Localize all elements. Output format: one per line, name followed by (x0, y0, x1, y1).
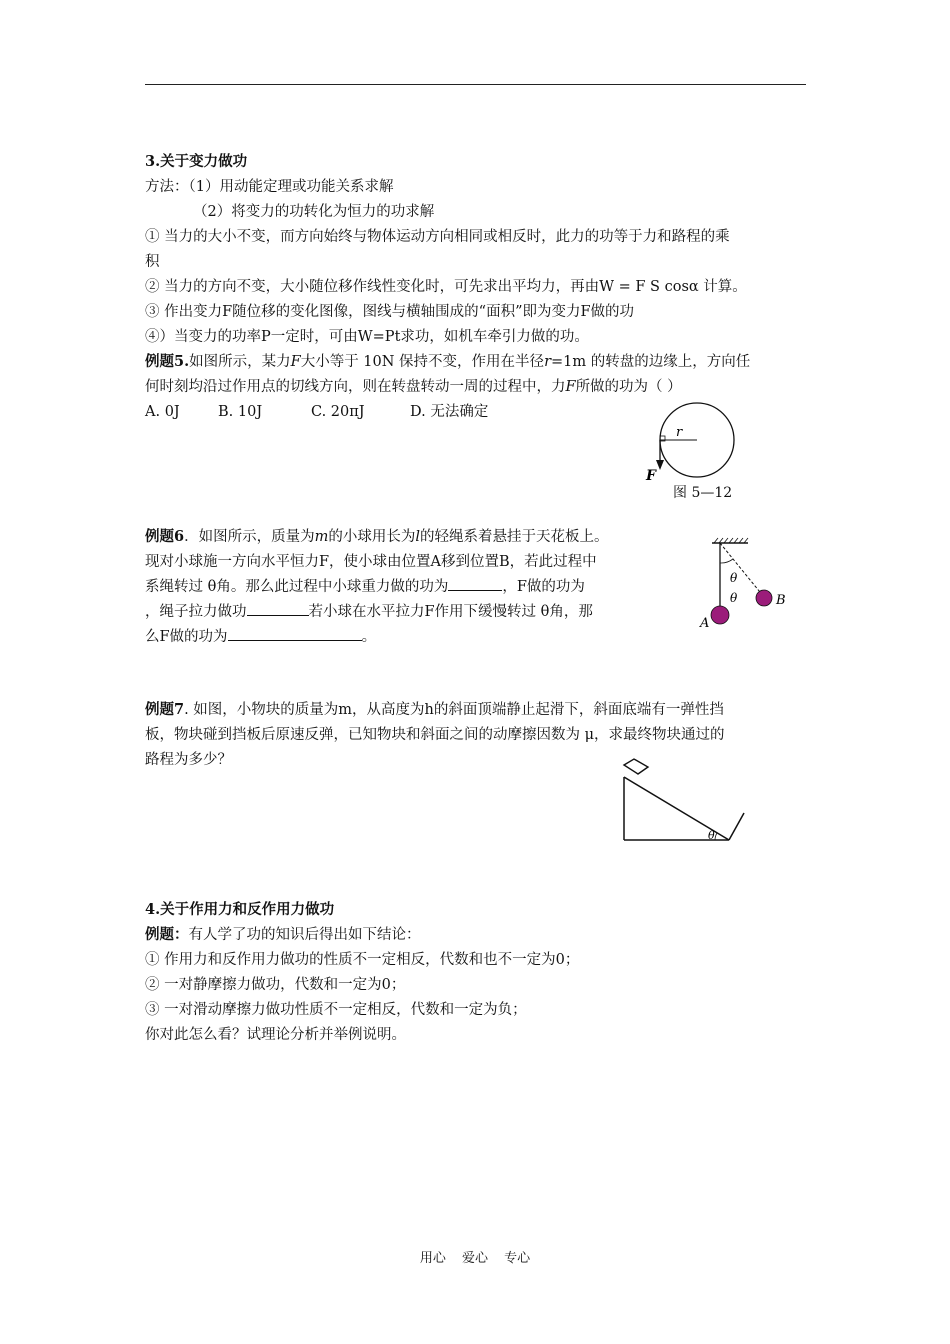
incline-figure (615, 755, 755, 847)
section3-title: 3.关于变力做功 (145, 153, 248, 170)
incline-angle-arc (715, 833, 717, 840)
point-3: ③ 作出变力F随位移的变化图像，图线与横轴围成的“面积”即为变力F做的功 (145, 304, 635, 320)
method-1: 方法：（1）用动能定理或功能关系求解 (145, 179, 394, 195)
point-1b: 积 (145, 254, 160, 270)
section4-title: 4.关于作用力和反作用力做功 (145, 901, 335, 918)
footer-item: 爱心 (461, 1251, 488, 1266)
ex6-label: 例题6 (145, 528, 185, 545)
sliding-block (624, 759, 648, 774)
ex7-label: 例题7 (145, 701, 185, 718)
pendulum-figure (690, 535, 800, 635)
label-b: B (776, 593, 786, 608)
ex6-line3: 系绳转过 θ角。那么此过程中小球重力做的功为 ，F做的功为 (145, 575, 585, 599)
ex6-line1: 例题6．如图所示，质量为m的小球用长为l的轻绳系着悬挂于天花板上。 (145, 528, 609, 545)
point-2: ② 当力的方向不变，大小随位移作线性变化时，可先求出平均力，再由W = F S cosα 计算。 (145, 279, 747, 295)
footer-item: 用心 (419, 1251, 446, 1266)
ex6-line4: ，绳子拉力做功 若小球在水平拉力F作用下缓慢转过 θ角，那 (145, 600, 593, 624)
ex5-option-a: A. 0J (145, 404, 180, 420)
ex7-line1: 例题7. 如图，小物块的质量为m，从高度为h的斜面顶端静止起滑下，斜面底端有一弹性挡 (145, 701, 724, 718)
conclusion-2: ② 一对静摩擦力做功，代数和一定为0； (145, 977, 406, 993)
conclusion-question: 你对此怎么看？试理论分析并举例说明。 (145, 1027, 406, 1043)
theta-lower: θ (730, 591, 738, 605)
ex5-line1: 例题5.如图所示，某力F大小等于 10N 保持不变，作用在半径r=1m 的转盘的边缘上，方向任 (145, 353, 751, 370)
label-a: A (700, 616, 710, 631)
theta-upper: θ (730, 571, 738, 585)
rope-deflected (720, 543, 764, 597)
force-label: F (646, 468, 656, 484)
ex6-line2: 现对小球施一方向水平恒力F，使小球由位置A移到位置B，若此过程中 (145, 554, 597, 570)
ex6-line5: 么F做的功为 。 (145, 625, 376, 649)
section4-example: 例题：有人学了功的知识后得出如下结论： (145, 926, 421, 943)
conclusion-1: ① 作用力和反作用力做功的性质不一定相反，代数和也不一定为0； (145, 952, 580, 968)
header-rule (145, 84, 806, 85)
footer-item: 专心 (504, 1251, 531, 1266)
incline-theta: θ (708, 829, 715, 842)
blank-gravity-work (448, 576, 502, 591)
blank-tension-work (247, 601, 309, 616)
blank-slow-work (228, 626, 362, 641)
ex5-line2: 何时刻均沿过作用点的切线方向，则在转盘转动一周的过程中，力F所做的功为（ ） (145, 379, 682, 395)
force-arrow-head (656, 460, 664, 470)
ex5-label: 例题5. (145, 353, 190, 370)
page-footer (0, 1247, 950, 1266)
ex5-option-d: D. 无法确定 (410, 404, 489, 420)
ball-a (711, 606, 729, 624)
elastic-baffle (729, 813, 744, 840)
ex7-line3: 路程为多少？ (145, 752, 232, 768)
radius-label: r (676, 425, 683, 440)
ex5-option-b: B. 10J (218, 404, 263, 420)
point-4: ④）当变力的功率P一定时，可由W=Pt求功，如机车牵引力做的功。 (145, 329, 589, 345)
conclusion-3: ③ 一对滑动摩擦力做功性质不一定相反，代数和一定为负； (145, 1002, 527, 1018)
point-1a: ① 当力的大小不变，而方向始终与物体运动方向相同或相反时，此力的功等于力和路程的乘 (145, 229, 730, 245)
ex7-line2: 板，物块碰到挡板后原速反弹，已知物块和斜面之间的动摩擦因数为 μ，求最终物块通过的 (145, 727, 725, 743)
ex5-option-c: C. 20πJ (311, 404, 365, 420)
figure-caption: 图 5—12 (673, 485, 733, 501)
method-2: （2）将变力的功转化为恒力的功求解 (193, 204, 435, 220)
ball-b (756, 590, 772, 606)
angle-arc (720, 559, 733, 563)
